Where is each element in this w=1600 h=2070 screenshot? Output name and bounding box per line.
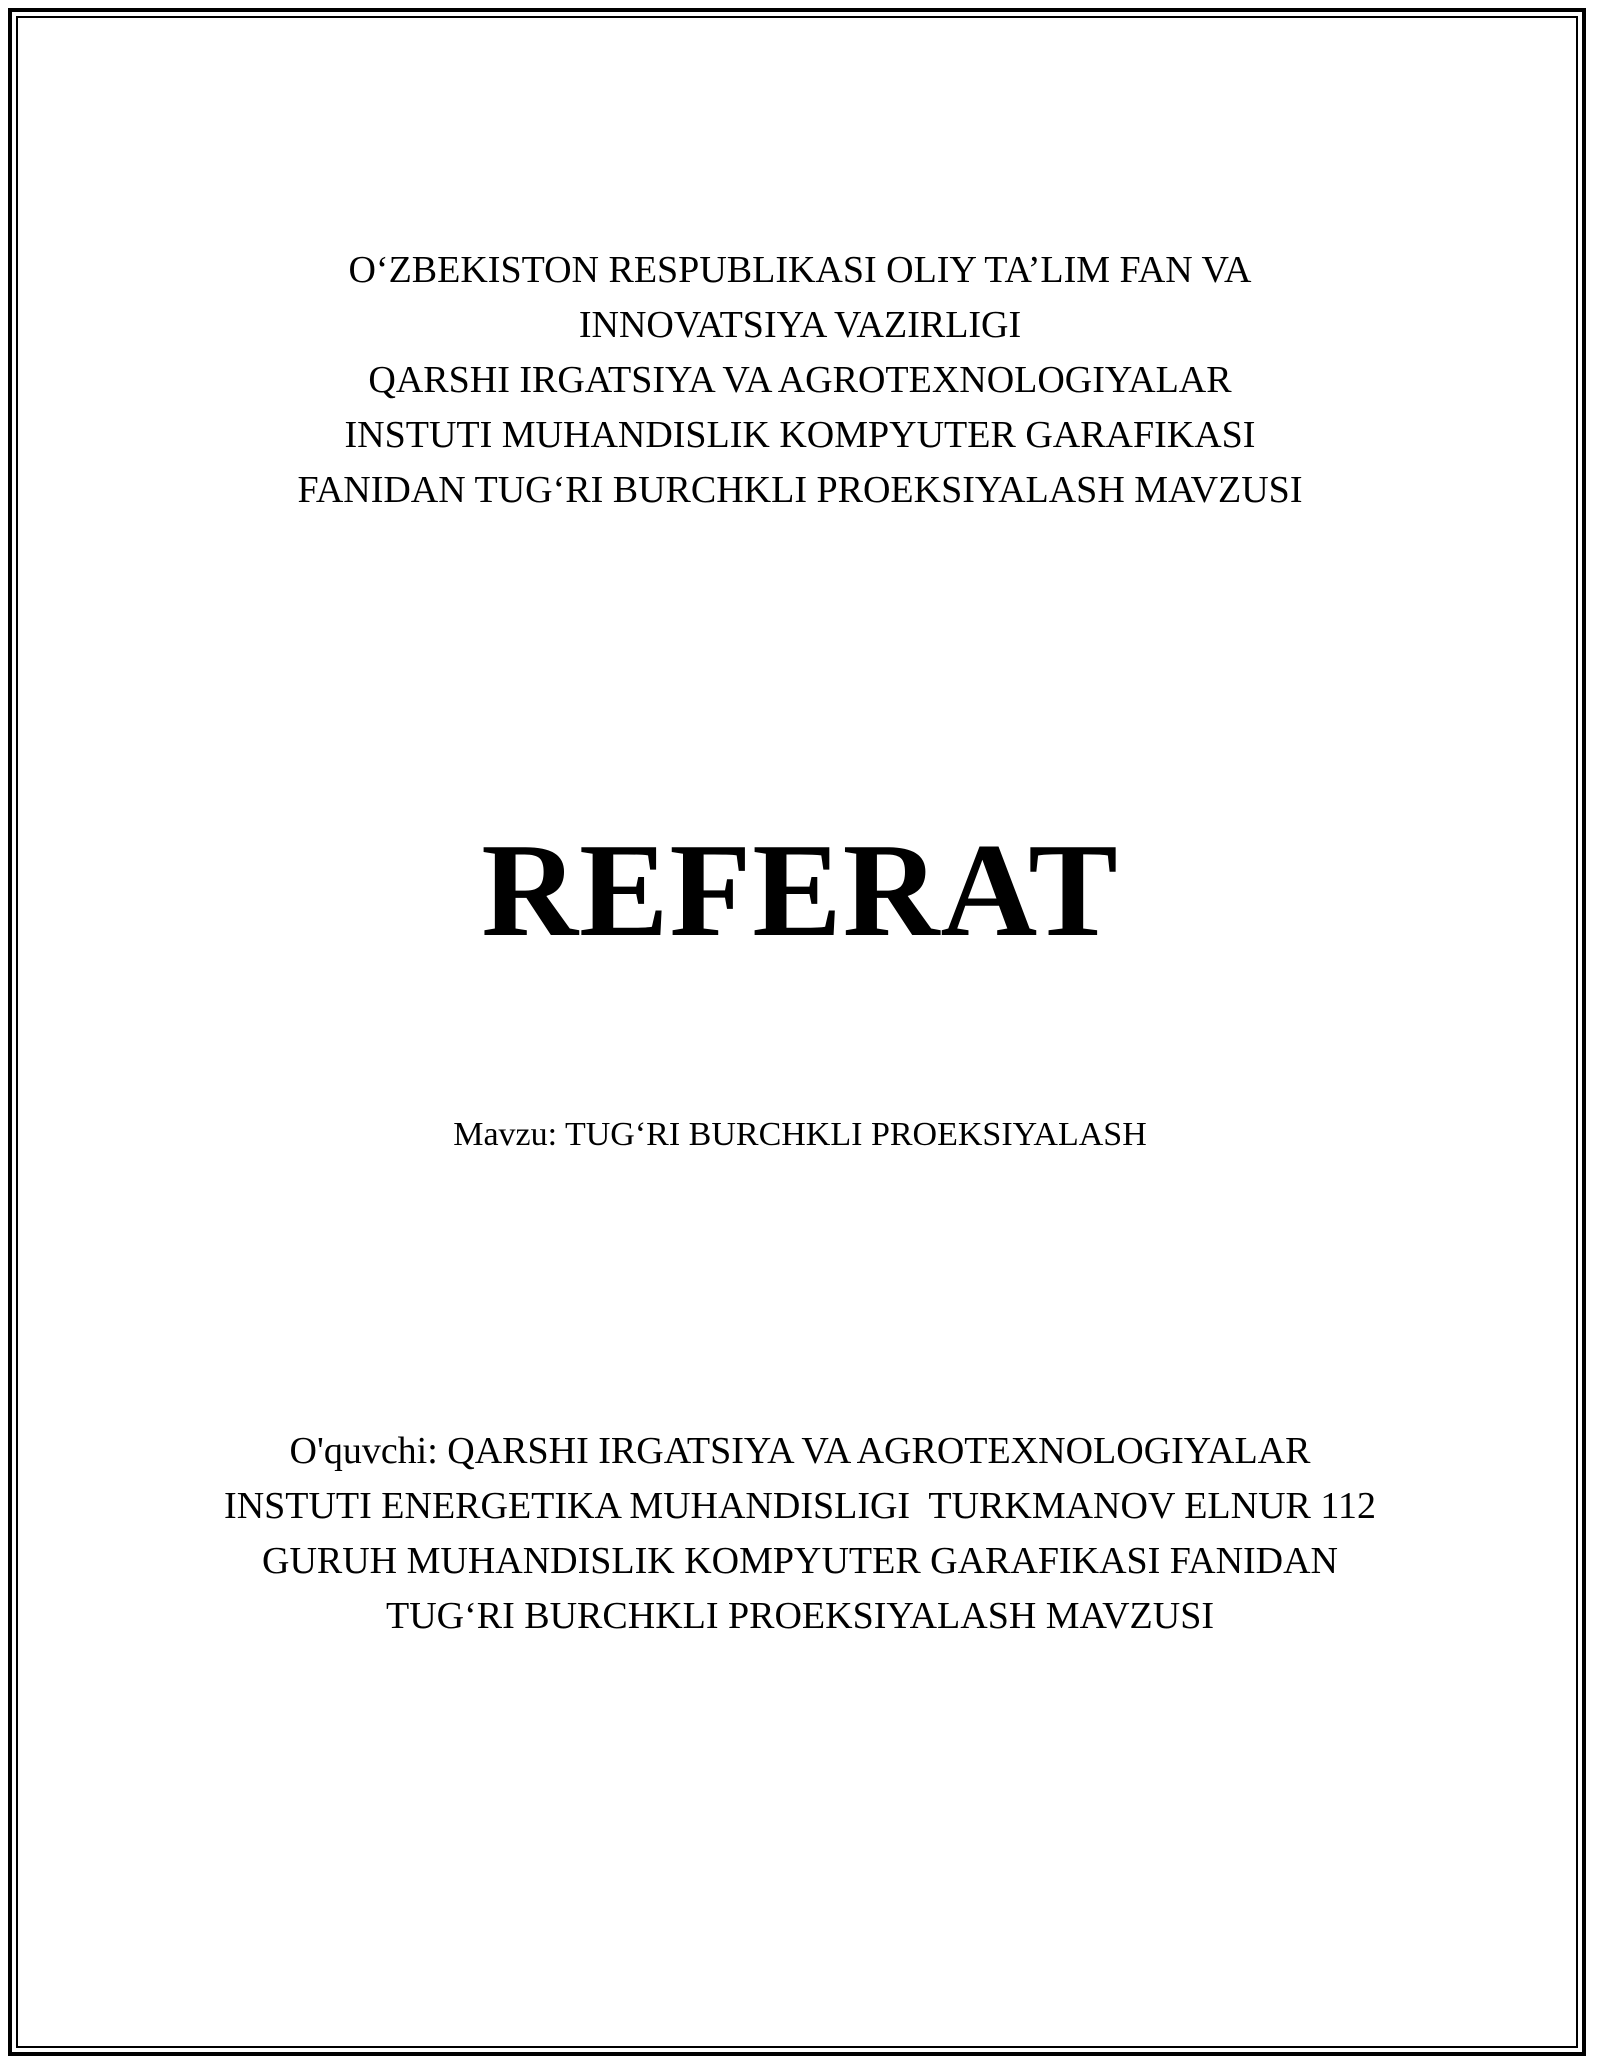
student-line: GURUH MUHANDISLIK KOMPYUTER GARAFIKASI FANIDAN: [262, 1540, 1338, 1582]
header-line: QARSHI IRGATSIYA VA AGROTEXNOLOGIYALAR: [368, 359, 1232, 401]
student-line: TUG‘RI BURCHKLI PROEKSIYALASH MAVZUSI: [386, 1595, 1214, 1637]
institution-header: [0, 243, 1600, 518]
document-title: REFERAT: [481, 816, 1119, 964]
header-line: FANIDAN TUG‘RI BURCHKLI PROEKSIYALASH MAVZUSI: [297, 469, 1303, 511]
student-line: O'quvchi: QARSHI IRGATSIYA VA AGROTEXNOLOGIYALAR: [289, 1430, 1311, 1472]
student-line: INSTUTI ENERGETIKA MUHANDISLIGI TURKMANOV ELNUR 112: [224, 1485, 1376, 1527]
student-info: [0, 1424, 1600, 1644]
header-line: INSTUTI MUHANDISLIK KOMPYUTER GARAFIKASI: [344, 414, 1256, 456]
topic-line: Mavzu: TUG‘RI BURCHKLI PROEKSIYALASH: [453, 1116, 1147, 1153]
header-line: INNOVATSIYA VAZIRLIGI: [578, 304, 1022, 346]
header-line: O‘ZBEKISTON RESPUBLIKASI OLIY TA’LIM FAN VA: [348, 249, 1252, 291]
